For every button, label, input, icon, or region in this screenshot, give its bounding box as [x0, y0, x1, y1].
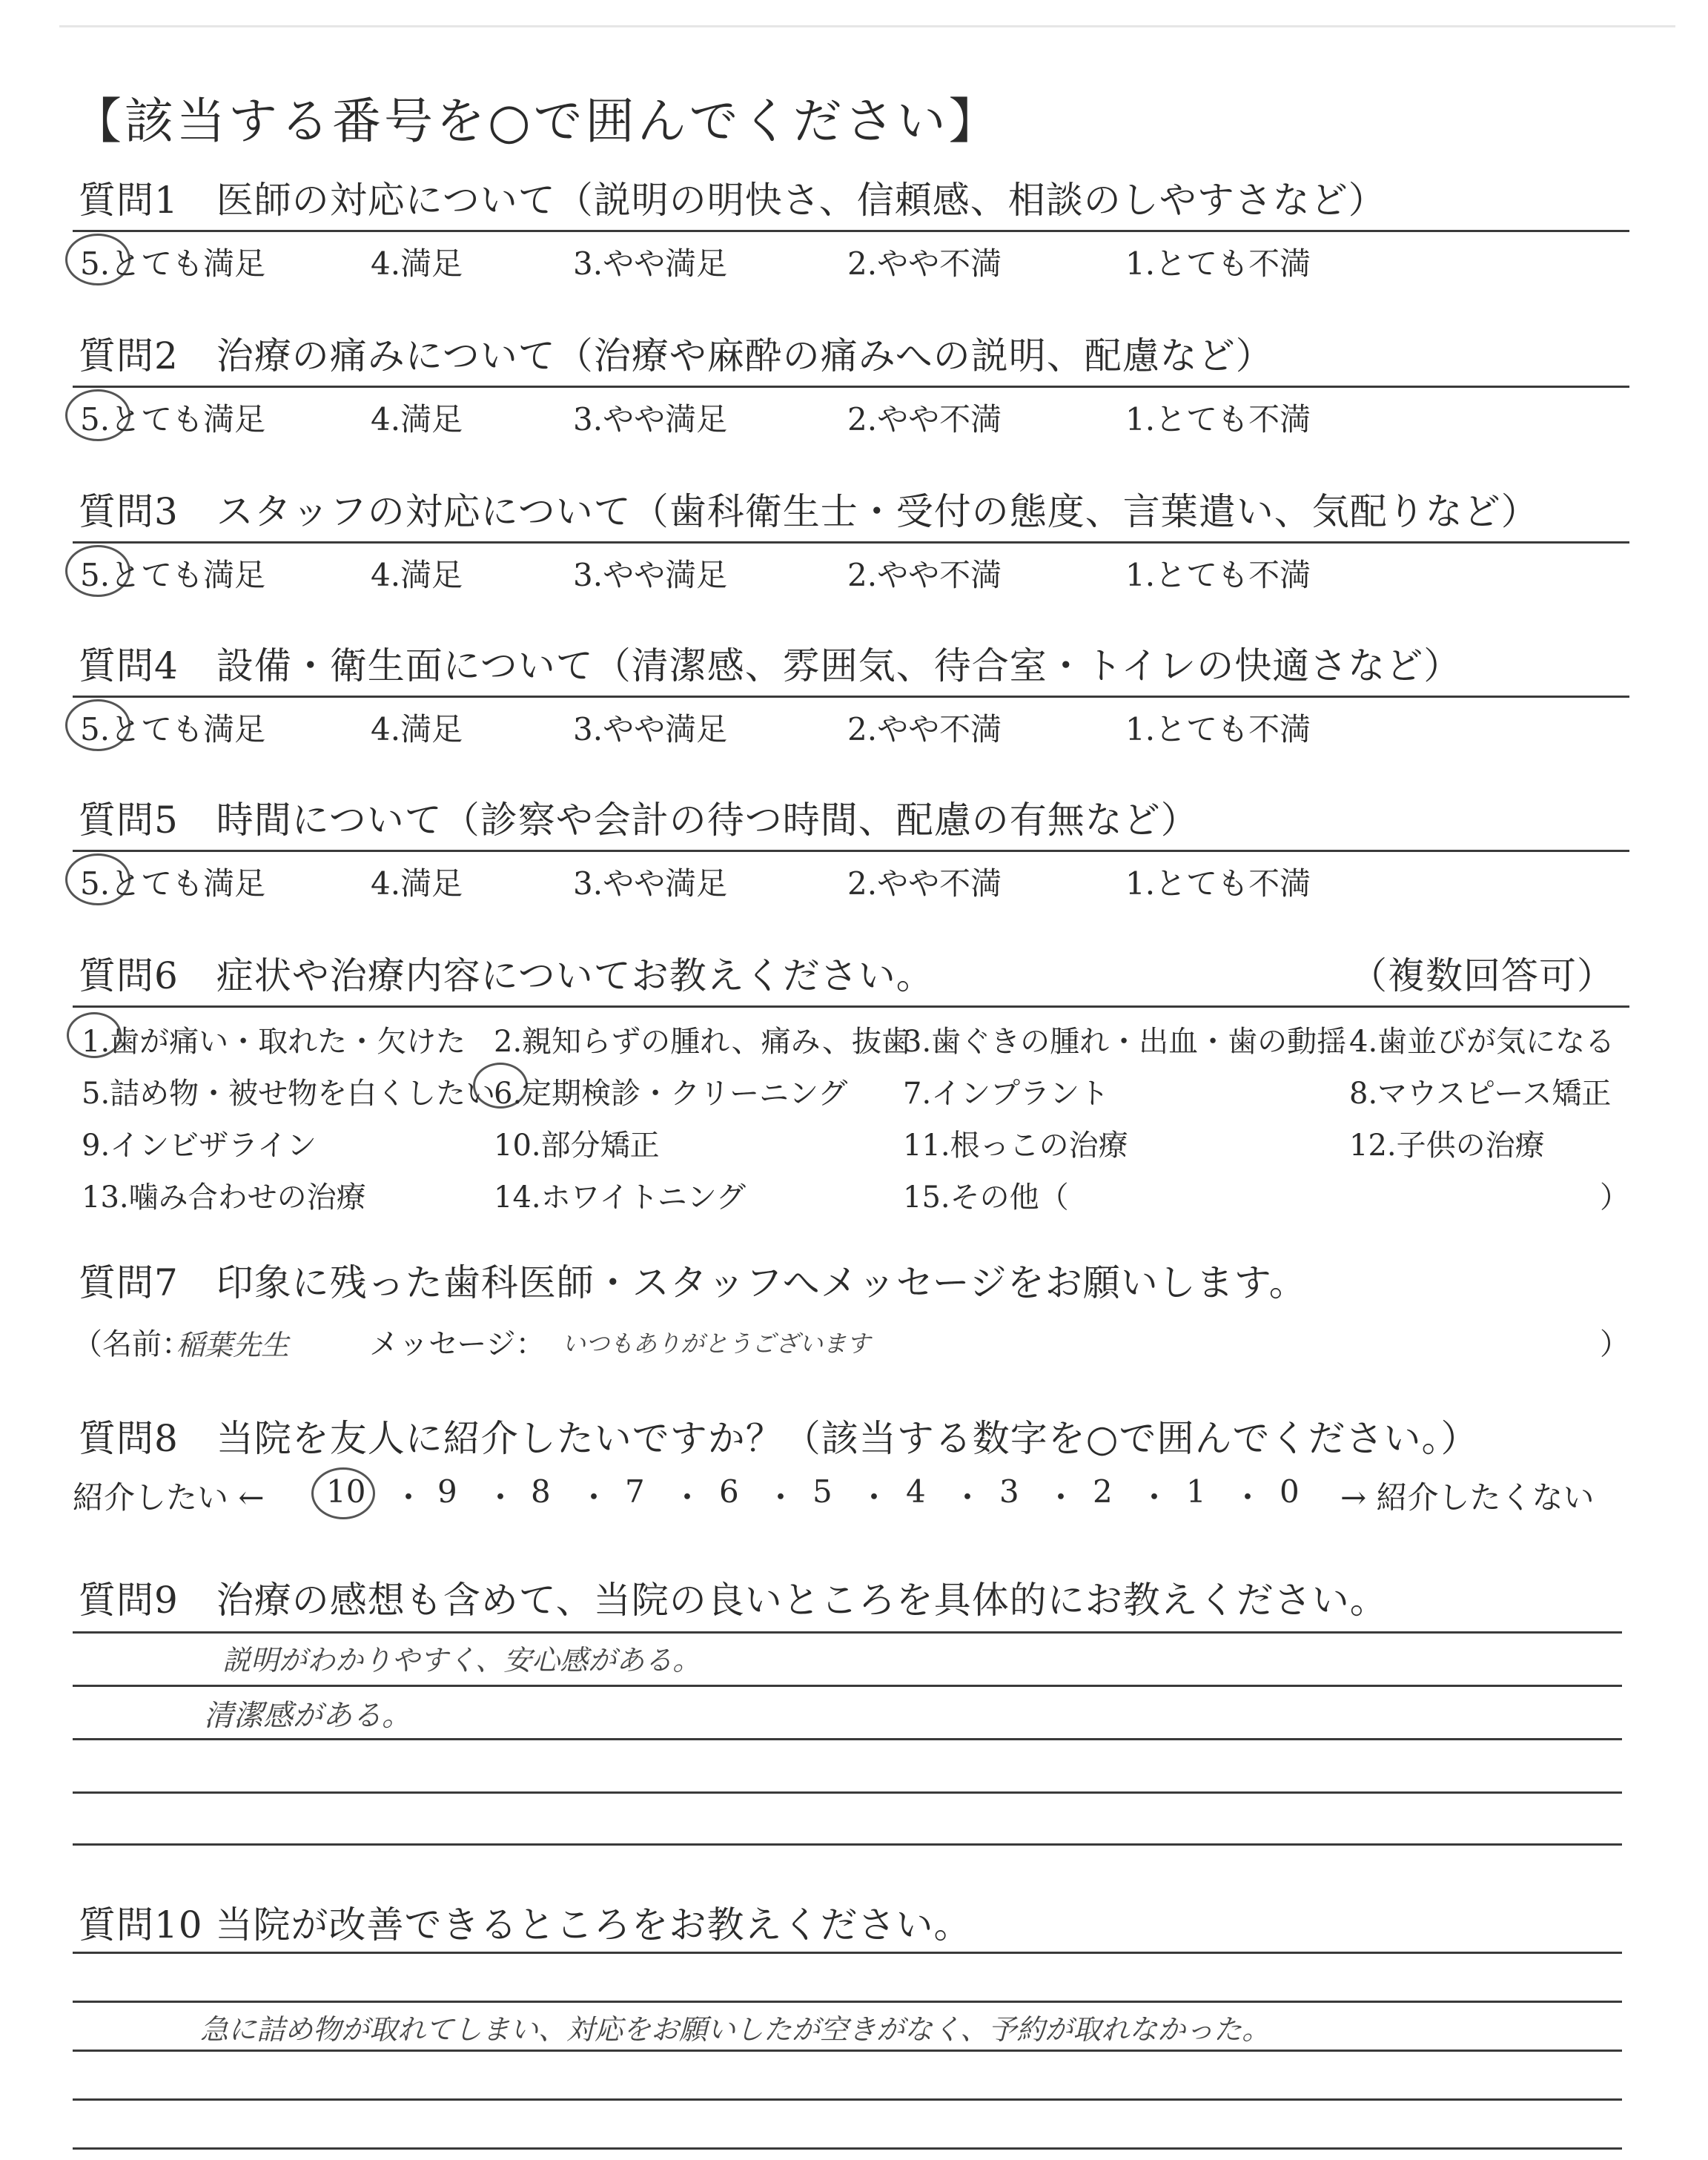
rating-options: [73, 388, 1629, 440]
option-2[interactable]: 2.やや不満: [847, 245, 1002, 282]
option-3[interactable]: 3.やや満足: [573, 245, 728, 282]
checklist-item[interactable]: 2.親知らずの腫れ、痛み、抜歯: [494, 1025, 911, 1059]
question-6: [73, 946, 1629, 1245]
checklist-item[interactable]: 1.歯が痛い・取れた・欠けた: [82, 1025, 466, 1059]
checklist-item[interactable]: 15.その他（: [903, 1180, 1069, 1215]
answer-line: [73, 1631, 1622, 1634]
answer-line: [73, 2098, 1622, 2101]
checklist-item[interactable]: 14.ホワイトニング: [494, 1180, 747, 1215]
question-6-title: 質問6 症状や治療内容についてお教えください。: [79, 954, 934, 997]
option-3[interactable]: 3.やや満足: [573, 711, 728, 747]
handwritten-answer[interactable]: 説明がわかりやすく、安心感がある。: [222, 1644, 701, 1677]
question-8: [73, 1409, 1629, 1522]
option-5[interactable]: 5.とても満足: [80, 711, 266, 747]
checklist-item[interactable]: 9.インビザライン: [82, 1129, 317, 1163]
question-7: [73, 1253, 1629, 1367]
scale-8[interactable]: 8: [531, 1473, 551, 1510]
checklist-item[interactable]: 4.歯並びが気になる: [1349, 1025, 1615, 1059]
scale-left-label: 紹介したい ←: [73, 1479, 265, 1516]
scale-5[interactable]: 5: [812, 1473, 833, 1510]
question-5: [73, 790, 1629, 904]
option-3[interactable]: 3.やや満足: [573, 401, 728, 437]
option-4[interactable]: 4.満足: [371, 865, 463, 902]
close-paren: ）: [1600, 1327, 1629, 1361]
scale-10[interactable]: 10: [326, 1473, 366, 1510]
message-value[interactable]: いつもありがとうございます: [562, 1330, 871, 1358]
option-4[interactable]: 4.満足: [371, 711, 463, 747]
scale-dot: ・: [1139, 1479, 1171, 1516]
checklist-item[interactable]: 11.根っこの治療: [903, 1129, 1128, 1163]
rating-options: [73, 544, 1629, 595]
answer-line: [73, 1791, 1622, 1794]
other-close-paren: ）: [1600, 1180, 1629, 1215]
option-3[interactable]: 3.やや満足: [573, 557, 728, 593]
scale-4[interactable]: 4: [906, 1473, 926, 1510]
question-title: [73, 946, 1629, 1000]
checklist-item[interactable]: 13.噛み合わせの治療: [82, 1180, 366, 1215]
scale-right-label: → 紹介したくない: [1340, 1479, 1595, 1516]
question-title: 質問9 治療の感想も含めて、当院の良いところを具体的にお教えください。: [79, 1579, 1388, 1622]
option-2[interactable]: 2.やや不満: [847, 711, 1002, 747]
option-5[interactable]: 5.とても満足: [80, 401, 266, 437]
question-9: [73, 1571, 1629, 1624]
answer-line: [73, 1738, 1622, 1740]
scan-top-border: [59, 25, 1675, 27]
option-1[interactable]: 1.とても不満: [1125, 401, 1311, 437]
question-title: 質問5 時間について（診察や会計の待つ時間、配慮の有無など）: [79, 799, 1199, 842]
checklist-item[interactable]: 3.歯ぐきの腫れ・出血・歯の動揺: [903, 1025, 1347, 1059]
message-label: メッセージ：: [369, 1327, 546, 1361]
option-3[interactable]: 3.やや満足: [573, 865, 728, 902]
message-row: [73, 1315, 1629, 1367]
answer-line: [73, 2147, 1622, 2150]
question-1: [73, 171, 1629, 284]
handwritten-answer[interactable]: 清潔感がある。: [204, 1699, 411, 1733]
option-4[interactable]: 4.満足: [371, 557, 463, 593]
scale-9[interactable]: 9: [437, 1473, 457, 1510]
answer-line: [73, 2001, 1622, 2003]
answer-line: [73, 2050, 1622, 2052]
question-title: 質問8 当院を友人に紹介したいですか？（該当する数字を○で囲んでください。）: [79, 1417, 1479, 1460]
option-4[interactable]: 4.満足: [371, 245, 463, 282]
question-3: [73, 482, 1629, 595]
scale-dot: ・: [1045, 1479, 1077, 1516]
question-10: [73, 1895, 1629, 1949]
scale-dot: ・: [765, 1479, 797, 1516]
question-title: 質問3 スタッフの対応について（歯科衛生士・受付の態度、言葉遣い、気配りなど）: [79, 490, 1539, 533]
answer-line: [73, 1843, 1622, 1846]
scale-0[interactable]: 0: [1280, 1473, 1300, 1510]
scale-dot: ・: [393, 1479, 425, 1516]
option-5[interactable]: 5.とても満足: [80, 557, 266, 593]
question-title: 質問7 印象に残った歯科医師・スタッフへメッセージをお願いします。: [79, 1261, 1307, 1304]
multiple-answer-note: （複数回答可）: [1350, 954, 1615, 997]
symptom-checklist: [73, 1008, 1629, 1245]
question-title: 質問4 設備・衛生面について（清潔感、雰囲気、待合室・トイレの快適さなど）: [79, 644, 1462, 687]
handwritten-answer[interactable]: 急に詰め物が取れてしまい、対応をお願いしたが空きがなく、予約が取れなかった。: [200, 2013, 1271, 2046]
answer-line: [73, 1952, 1622, 1954]
recommend-scale: [73, 1470, 1629, 1522]
rating-options: [73, 698, 1629, 750]
question-2: [73, 326, 1629, 440]
option-2[interactable]: 2.やや不満: [847, 557, 1002, 593]
option-1[interactable]: 1.とても不満: [1125, 865, 1311, 902]
scale-dot: ・: [672, 1479, 704, 1516]
scale-dot: ・: [578, 1479, 610, 1516]
option-4[interactable]: 4.満足: [371, 401, 463, 437]
checklist-item[interactable]: 12.子供の治療: [1349, 1129, 1545, 1163]
scale-dot: ・: [1232, 1479, 1264, 1516]
scale-1[interactable]: 1: [1186, 1473, 1206, 1510]
scale-7[interactable]: 7: [625, 1473, 645, 1510]
rating-options: [73, 852, 1629, 904]
scale-dot: ・: [952, 1479, 984, 1516]
option-5[interactable]: 5.とても満足: [80, 865, 266, 902]
name-value[interactable]: 稲葉先生: [176, 1329, 290, 1361]
scale-6[interactable]: 6: [719, 1473, 739, 1510]
scale-2[interactable]: 2: [1093, 1473, 1113, 1510]
rating-options: [73, 232, 1629, 284]
checklist-item[interactable]: 6.定期検診・クリーニング: [494, 1077, 848, 1111]
checklist-item[interactable]: 10.部分矯正: [494, 1129, 660, 1163]
option-1[interactable]: 1.とても不満: [1125, 245, 1311, 282]
question-4: [73, 636, 1629, 750]
checklist-item[interactable]: 7.インプラント: [903, 1077, 1110, 1111]
question-title: 質問1 医師の対応について（説明の明快さ、信頼感、相談のしやすさなど）: [79, 179, 1386, 222]
answer-line: [73, 1685, 1622, 1687]
page-title: 【該当する番号を○で囲んでください】: [73, 93, 1001, 150]
scale-3[interactable]: 3: [999, 1473, 1019, 1510]
scale-dot: ・: [858, 1479, 890, 1516]
option-2[interactable]: 2.やや不満: [847, 865, 1002, 902]
checklist-item[interactable]: 5.詰め物・被せ物を白くしたい: [82, 1077, 496, 1111]
checklist-item[interactable]: 8.マウスピース矯正: [1349, 1077, 1612, 1111]
question-title: 質問10 当院が改善できるところをお教えください。: [79, 1903, 972, 1946]
option-2[interactable]: 2.やや不満: [847, 401, 1002, 437]
scale-dot: ・: [485, 1479, 517, 1516]
option-5[interactable]: 5.とても満足: [80, 245, 266, 282]
option-1[interactable]: 1.とても不満: [1125, 557, 1311, 593]
option-1[interactable]: 1.とても不満: [1125, 711, 1311, 747]
question-title: 質問2 治療の痛みについて（治療や麻酔の痛みへの説明、配慮など）: [79, 334, 1274, 377]
name-label: （名前：: [73, 1327, 191, 1361]
